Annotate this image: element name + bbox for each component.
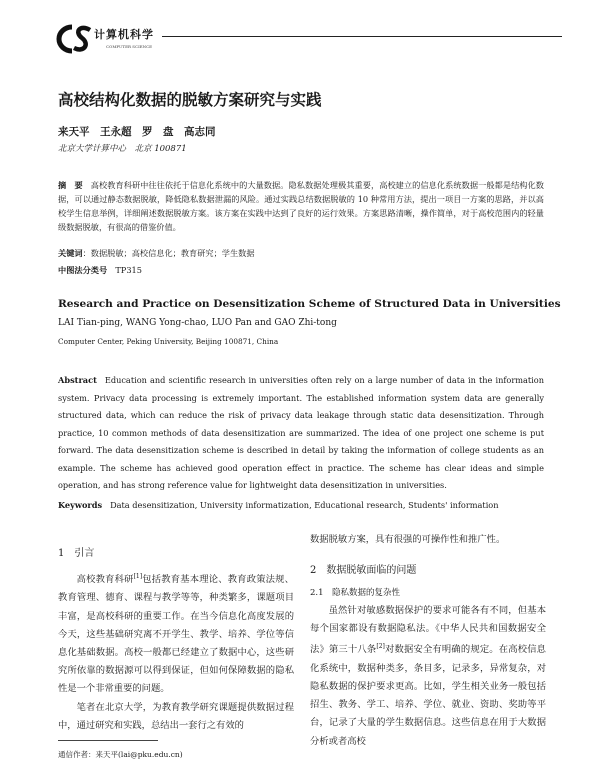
left-column [58, 568, 294, 735]
journal-logo [50, 22, 160, 56]
abstract-en-label: Abstract [58, 375, 97, 385]
right-column [310, 602, 546, 751]
clc-label: 中图法分类号 [58, 265, 108, 275]
paper-title-cn: 高校结构化数据的脱敏方案研究与实践 [58, 90, 322, 109]
section-2-1-paragraph [310, 602, 546, 751]
authors-en: LAI Tian-ping, WANG Yong-chao, LUO Pan and GAO Zhi-tong [58, 318, 337, 328]
abstract-cn [58, 178, 544, 234]
footnote: 通信作者：来天平(lai@pku.edu.cn) [58, 750, 183, 759]
abstract-en-text: Education and scientific research in universities often rely on a large number of data in the information system. Privacy data processing is extremely important. The established information system data are generally structured data, which can reduce the risk of privacy data leakage through static data desensitization. Through practice, 10 common methods of data desensitization are summarized. The idea of one project one scheme is put forward. The data desensitization scheme is described in detail by taking the information of college students as an example. The scheme has achieved good operation effect in practice. The scheme has clear ideas and simple operation, and has strong reference value for lightweight data desensitization in universities. [58, 375, 544, 490]
abstract-cn-text: 高校教育科研中往往依托于信息化系统中的大量数据。隐私数据处理极其重要，高校建立的信息化系统数据一般都是结构化数据，可以通过静态数据脱敏，降低隐私数据泄漏的风险。通过实践总结数据脱敏的 10 种常用方法，提出一项目一方案的思路，并以高校学生信息举例，详细阐述数据脱敏方案。该方案在实践中达到了良好的运行效果。方案思路清晰，操作简单，对于高校范围内的轻量级数据脱敏，有很高的借鉴价值。 [58, 180, 544, 232]
abstract-en [58, 372, 544, 495]
keywords-en [58, 500, 544, 510]
affiliation-cn: 北京大学计算中心 北京 100871 [58, 144, 187, 154]
intro-paragraph-2: 笔者在北京大学，为教育教学研究课题提供数据过程中，通过研究和实践，总结出一套行之有效的 [58, 701, 294, 731]
journal-logo-icon [50, 22, 94, 56]
intro-p1-start: 高校教育科研 [76, 574, 134, 586]
clc-number [58, 265, 142, 276]
footnote-rule [58, 740, 158, 741]
citation-ref-1: [1] [133, 573, 143, 580]
continuation-text: 数据脱敏方案，具有很强的可操作性和推广性。 [310, 534, 506, 545]
intro-p1-rest: 包括教育基本理论、教育政策法规、教育管理、德育、课程与教学等等，种类繁多，课题项目丰富，是高校科研的重要工作。在当今信息化高度发展的今天，这些基础研究离不开学生、教学、培养、学位等信息化基础数据。高校一般都已经建立了数据中心，这些研究所依靠的数据源可以得到保证，但如何保障数据的隐私性是一个非常重要的问题。 [58, 574, 294, 695]
keywords-cn: 关键词：数据脱敏；高校信息化；教育研究；学生数据 [58, 248, 255, 258]
section-2-1-heading: 2.1 隐私数据的复杂性 [310, 588, 401, 598]
header-rule [162, 36, 562, 37]
citation-ref-2: [2] [376, 643, 385, 651]
keywords-cn-label: 关键词 [58, 248, 83, 258]
sec21-p1-rest: 对数据安全有明确的规定。在高校信息化系统中，数据种类多，条目多，记录多，异常复杂，对隐私数据的保护要求更高。比如，学生相关业务一般包括招生、教务、学工、培养、学位、就业、资助、奖助等平台，记录了大量的学生数据信息。这些信息在用于大数据分析或者高校 [310, 644, 546, 747]
section-2-heading: 2 数据脱敏面临的问题 [310, 565, 417, 576]
journal-name-cn: 计算机科学 [94, 28, 154, 41]
keywords-en-text: Data desensitization, University informatization, Educational research, Students' information [110, 500, 499, 510]
abstract-cn-label: 摘 要 [58, 180, 83, 190]
section-1-heading: 1 引言 [58, 548, 95, 559]
clc-value: TP315 [115, 265, 142, 275]
intro-paragraph-1 [58, 568, 294, 699]
affiliation-en: Computer Center, Peking University, Beijing 100871, China [58, 337, 279, 346]
keywords-en-label: Keywords [58, 500, 103, 510]
authors-cn: 来天平 王永超 罗 盘 高志同 [58, 126, 216, 138]
right-column-continuation [310, 531, 546, 549]
sec21-p1-start: 虽然针对敏感数据保护的要求可能各有不同，但基本每个国家都设有数据隐私法。《中华人民共和国数据安全法》第三十八条 [310, 605, 546, 656]
keywords-cn-text: 数据脱敏；高校信息化；教育研究；学生数据 [90, 248, 255, 258]
paper-title-en: Research and Practice on Desensitization Scheme of Structured Data in Universities [58, 298, 561, 310]
journal-name-en: COMPUTER SCIENCE [106, 44, 153, 49]
